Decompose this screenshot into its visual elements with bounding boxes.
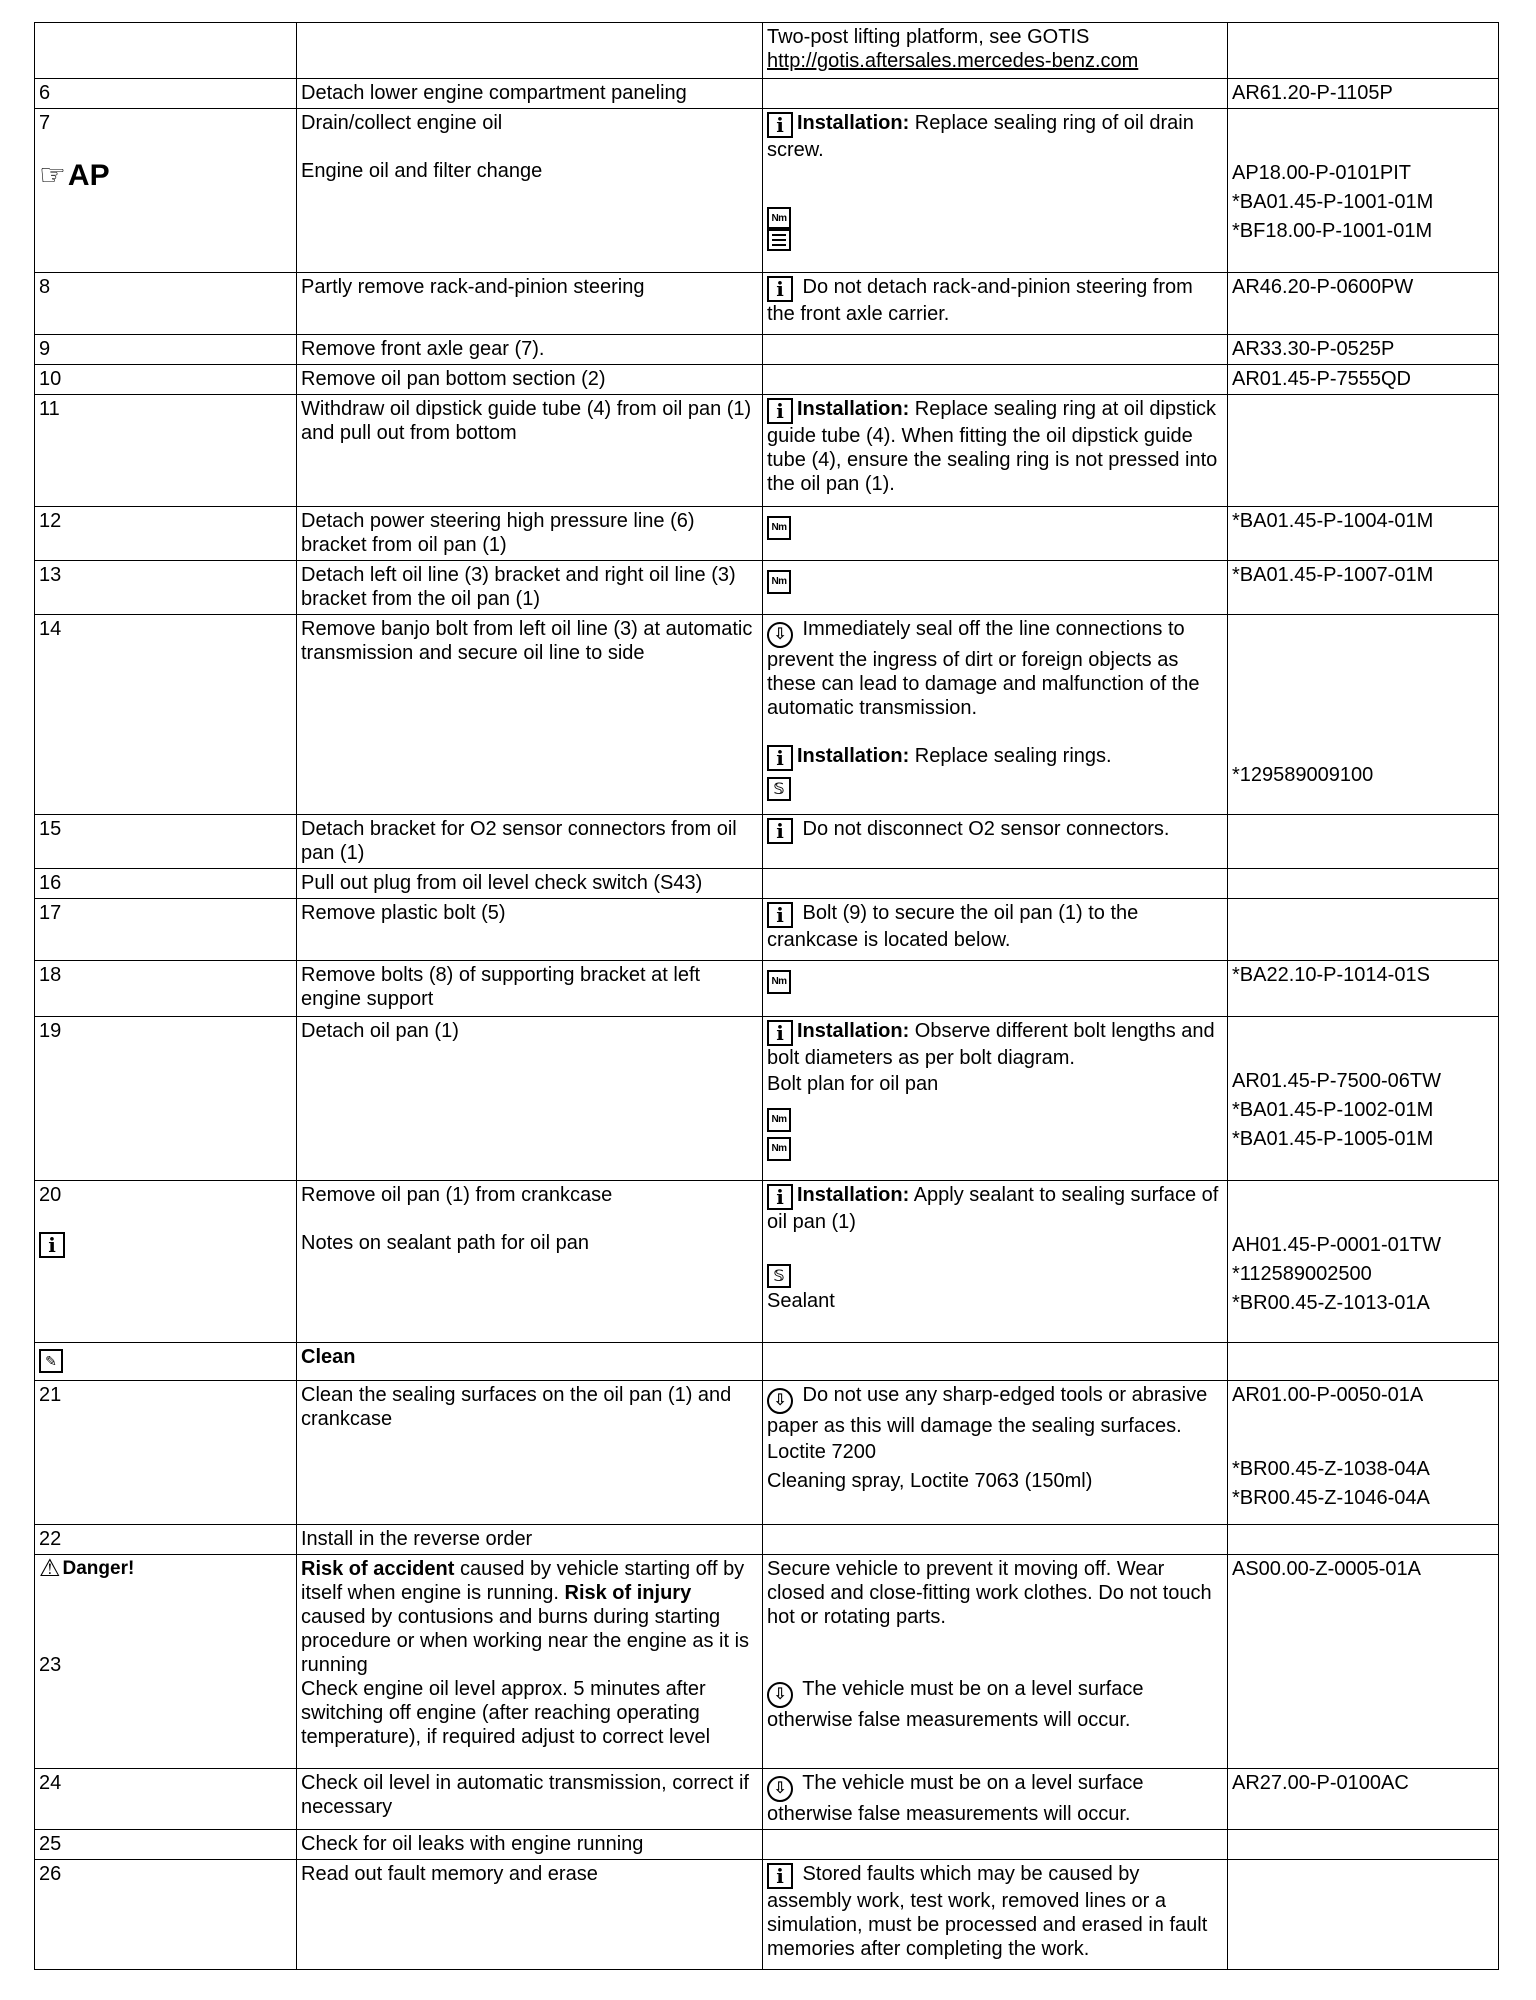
specification-icon[interactable] (767, 227, 791, 251)
step-text: Detach oil pan (1) (297, 1017, 763, 1181)
reference-link[interactable]: AR27.00-P-0100AC (1228, 1769, 1499, 1830)
reference-link[interactable]: *BA22.10-P-1014-01S (1228, 961, 1499, 1017)
reference-link[interactable]: *BA01.45-P-1001-01M (1232, 191, 1434, 213)
info-icon (767, 1863, 793, 1889)
reference-link[interactable]: *129589009100 (1232, 764, 1374, 786)
table-row (35, 23, 1499, 79)
step-number: 22 (35, 1525, 297, 1555)
step-number: 14 (35, 615, 297, 815)
step-number: 12 (35, 507, 297, 561)
torque-nm-icon[interactable] (767, 1137, 791, 1161)
step-text: Install in the reverse order (297, 1525, 763, 1555)
safety-text: Secure vehicle to prevent it moving off. Wear closed and close-fitting work clothes. Do not touch hot or rotating parts. (767, 1558, 1212, 1628)
reference-link[interactable]: *BA01.45-P-1005-01M (1232, 1128, 1434, 1150)
info-icon (767, 1184, 793, 1210)
table-row (35, 109, 1499, 273)
danger-text: Risk of accident caused by vehicle starting off by itself when engine is running. Risk of injury caused by contusions and burns during starting procedure or when working near the engine as it is running (301, 1558, 750, 1676)
material-text: Loctite 7200 (767, 1441, 876, 1463)
note-text: Stored faults which may be caused by assembly work, test work, removed lines or a simulation, must be processed and erased in fault memories after completing the work. (767, 1863, 1208, 1960)
sealant-label: Sealant (767, 1290, 835, 1312)
table-row (35, 815, 1499, 869)
step-text: Detach power steering high pressure line (6) bracket from oil pan (1) (297, 507, 763, 561)
reference-link[interactable]: *112589002500 (1232, 1263, 1372, 1285)
reference-link[interactable]: *BR00.45-Z-1046-04A (1232, 1487, 1430, 1509)
reference-link[interactable]: AR46.20-P-0600PW (1228, 273, 1499, 335)
table-row (35, 507, 1499, 561)
table-row (35, 365, 1499, 395)
reference-link[interactable]: AR01.45-P-7500-06TW (1232, 1070, 1441, 1092)
work-instruction-table (34, 22, 1499, 1970)
reference-link[interactable]: AS00.00-Z-0005-01A (1228, 1555, 1499, 1769)
reference-link[interactable]: *BR00.45-Z-1038-04A (1232, 1458, 1430, 1480)
table-row: 20 i Remove oil pan (1) from crankcase Notes on sealant path for oil pan iInstallation: Apply sealant to sealing surface of oil pan (1) 𝕊 Sealant AH01.45-P-0001-01TW *112589002500 *BR00.45-Z-1013-01A (35, 1181, 1499, 1343)
step-number: 25 (35, 1830, 297, 1860)
step-number: 20 (39, 1184, 62, 1206)
step-text: Check oil level in automatic transmission, correct if necessary (297, 1769, 763, 1830)
note-text: Do not detach rack-and-pinion steering from the front axle carrier. (767, 276, 1193, 325)
info-icon (767, 745, 793, 771)
table-row (35, 1381, 1499, 1525)
table-row (35, 1525, 1499, 1555)
table-row (35, 961, 1499, 1017)
caution-text: Do not use any sharp-edged tools or abrasive paper as this will damage the sealing surfaces. (767, 1384, 1208, 1437)
step-text: Check engine oil level approx. 5 minutes after switching off engine (after reaching operating temperature), if required adjust to correct level (301, 1678, 711, 1748)
step-text: Partly remove rack-and-pinion steering (297, 273, 763, 335)
step-text: Withdraw oil dipstick guide tube (4) from oil pan (1) and pull out from bottom (297, 395, 763, 507)
info-icon (767, 902, 793, 928)
info-icon (767, 1020, 793, 1046)
step-text: Remove oil pan (1) from crankcase (301, 1184, 613, 1206)
step-number: 17 (35, 899, 297, 961)
material-text: Cleaning spray, Loctite 7063 (150ml) (767, 1470, 1093, 1492)
table-row (35, 273, 1499, 335)
table-row (35, 1860, 1499, 1970)
caution-text: The vehicle must be on a level surface otherwise false measurements will occur. (767, 1678, 1144, 1731)
section-heading: Clean (297, 1343, 763, 1381)
special-tool-icon[interactable] (767, 1264, 791, 1288)
step-text: Remove bolts (8) of supporting bracket at left engine support (297, 961, 763, 1017)
lifting-platform-text: Two-post lifting platform, see GOTIS (767, 26, 1090, 48)
step-text: Remove oil pan bottom section (2) (297, 365, 763, 395)
special-tool-icon[interactable] (767, 777, 791, 801)
reference-link[interactable]: AP18.00-P-0101PIT (1232, 162, 1411, 184)
table-row: 11 Withdraw oil dipstick guide tube (4) from oil pan (1) and pull out from bottom iInstallation: Replace sealing ring at oil dipstick guide tube (4). When fitting the oil dipstick guide tube (4), ensure the sealing ring is not pressed into the oil pan (1). (35, 395, 1499, 507)
reference-link[interactable]: AR01.00-P-0050-01A (1232, 1384, 1424, 1406)
step-number: 16 (35, 869, 297, 899)
note-text: Bolt (9) to secure the oil pan (1) to the crankcase is located below. (767, 902, 1139, 951)
torque-nm-icon[interactable] (767, 970, 791, 994)
caution-text: Immediately seal off the line connections to prevent the ingress of dirt or foreign objects as these can lead to damage and malfunction of the automatic transmission. (767, 618, 1200, 719)
installation-note: iInstallation: Replace sealing ring of oil drain screw. (767, 111, 1223, 162)
step-text: Pull out plug from oil level check switch (S43) (297, 869, 763, 899)
reference-link[interactable]: AR61.20-P-1105P (1228, 79, 1499, 109)
table-row (35, 79, 1499, 109)
reference-link[interactable]: *BA01.45-P-1002-01M (1232, 1099, 1434, 1121)
table-row (35, 869, 1499, 899)
info-icon (767, 398, 793, 424)
note-text: Replace sealing ring at oil dipstick guide tube (4). When fitting the oil dipstick guide tube (4), ensure the sealing ring is not pressed into the oil pan (1). (767, 398, 1218, 495)
step-number: 8 (35, 273, 297, 335)
reference-link[interactable]: AR33.30-P-0525P (1228, 335, 1499, 365)
step-number: 21 (35, 1381, 297, 1525)
table-row: 14 Remove banjo bolt from left oil line (3) at automatic transmission and secure oil line to side ⇩ Immediately seal off the line connections to prevent the ingress of dirt or foreign objects as these can lead to damage and malfunction of the automatic transmission. iInstallation: Replace sealing rings. 𝕊 *129589009100 (35, 615, 1499, 815)
step-number: 11 (35, 395, 297, 507)
torque-nm-icon[interactable] (767, 516, 791, 540)
clean-icon (39, 1349, 63, 1373)
reference-link[interactable]: *BF18.00-P-1001-01M (1232, 220, 1433, 242)
step-text: Detach left oil line (3) bracket and right oil line (3) bracket from the oil pan (1) (297, 561, 763, 615)
reference-link[interactable]: *BR00.45-Z-1013-01A (1232, 1292, 1430, 1314)
step-text: Remove banjo bolt from left oil line (3) at automatic transmission and secure oil line to side (297, 615, 763, 815)
step-number: 24 (35, 1769, 297, 1830)
step-text: Remove plastic bolt (5) (297, 899, 763, 961)
caution-icon (767, 622, 793, 648)
bolt-plan-text: Bolt plan for oil pan (767, 1073, 939, 1095)
caution-icon (767, 1776, 793, 1802)
step-number: 18 (35, 961, 297, 1017)
table-row (35, 561, 1499, 615)
reference-link[interactable]: AR01.45-P-7555QD (1228, 365, 1499, 395)
table-row (35, 335, 1499, 365)
step-text: Detach bracket for O2 sensor connectors from oil pan (1) (297, 815, 763, 869)
step-text: Check for oil leaks with engine running (297, 1830, 763, 1860)
gotis-link[interactable]: http://gotis.aftersales.mercedes-benz.com (767, 50, 1139, 72)
torque-nm-icon[interactable] (767, 570, 791, 594)
step-number: 15 (35, 815, 297, 869)
table-row (35, 899, 1499, 961)
step-number: 7 (39, 112, 51, 134)
step-number: 23 (39, 1654, 62, 1676)
note-text: Apply sealant to sealing surface of oil pan (1) (767, 1184, 1219, 1233)
step-text: Read out fault memory and erase (297, 1860, 763, 1970)
step-number: 9 (35, 335, 297, 365)
danger-label: ⚠ Danger! (39, 1555, 135, 1582)
sealant-notes-text: Notes on sealant path for oil pan (301, 1232, 589, 1254)
info-icon (767, 112, 793, 138)
pointing-hand-icon: ☞ (39, 159, 66, 192)
table-row (35, 1769, 1499, 1830)
info-icon (767, 818, 793, 844)
reference-link[interactable]: *BA01.45-P-1007-01M (1228, 561, 1499, 615)
step-text: Detach lower engine compartment paneling (297, 79, 763, 109)
info-icon (767, 276, 793, 302)
step-text: Drain/collect engine oil (301, 112, 503, 134)
caution-text: The vehicle must be on a level surface otherwise false measurements will occur. (767, 1772, 1144, 1825)
danger-triangle-icon: ⚠ (39, 1555, 61, 1582)
step-number: 13 (35, 561, 297, 615)
step-number: 19 (35, 1017, 297, 1181)
table-row (35, 1830, 1499, 1860)
step-number: 10 (35, 365, 297, 395)
note-text: Do not disconnect O2 sensor connectors. (797, 818, 1170, 840)
reference-link[interactable]: *BA01.45-P-1004-01M (1228, 507, 1499, 561)
table-row (35, 1343, 1499, 1381)
caution-icon (767, 1682, 793, 1708)
step-text: Remove front axle gear (7). (297, 335, 763, 365)
step-number: 6 (35, 79, 297, 109)
note-text: Replace sealing rings. (909, 745, 1112, 767)
caution-icon (767, 1388, 793, 1414)
ap-text: Engine oil and filter change (301, 160, 543, 182)
ap-marker: ☞AP (39, 159, 110, 192)
reference-link[interactable]: AH01.45-P-0001-01TW (1232, 1234, 1441, 1256)
step-text: Clean the sealing surfaces on the oil pan (1) and crankcase (297, 1381, 763, 1525)
table-row: 19 Detach oil pan (1) i Installation: Observe different bolt lengths and bolt diameters as per bolt diagram. Bolt plan for oil pan Nm Nm AR01.45-P-7500-06TW *BA01.45-P-1002-01M *BA01.45-P-1005-01M (35, 1017, 1499, 1181)
note-text: Observe different bolt lengths and bolt diameters as per bolt diagram. (767, 1020, 1215, 1069)
info-icon (39, 1232, 65, 1258)
table-row (35, 1555, 1499, 1769)
step-number: 26 (35, 1860, 297, 1970)
